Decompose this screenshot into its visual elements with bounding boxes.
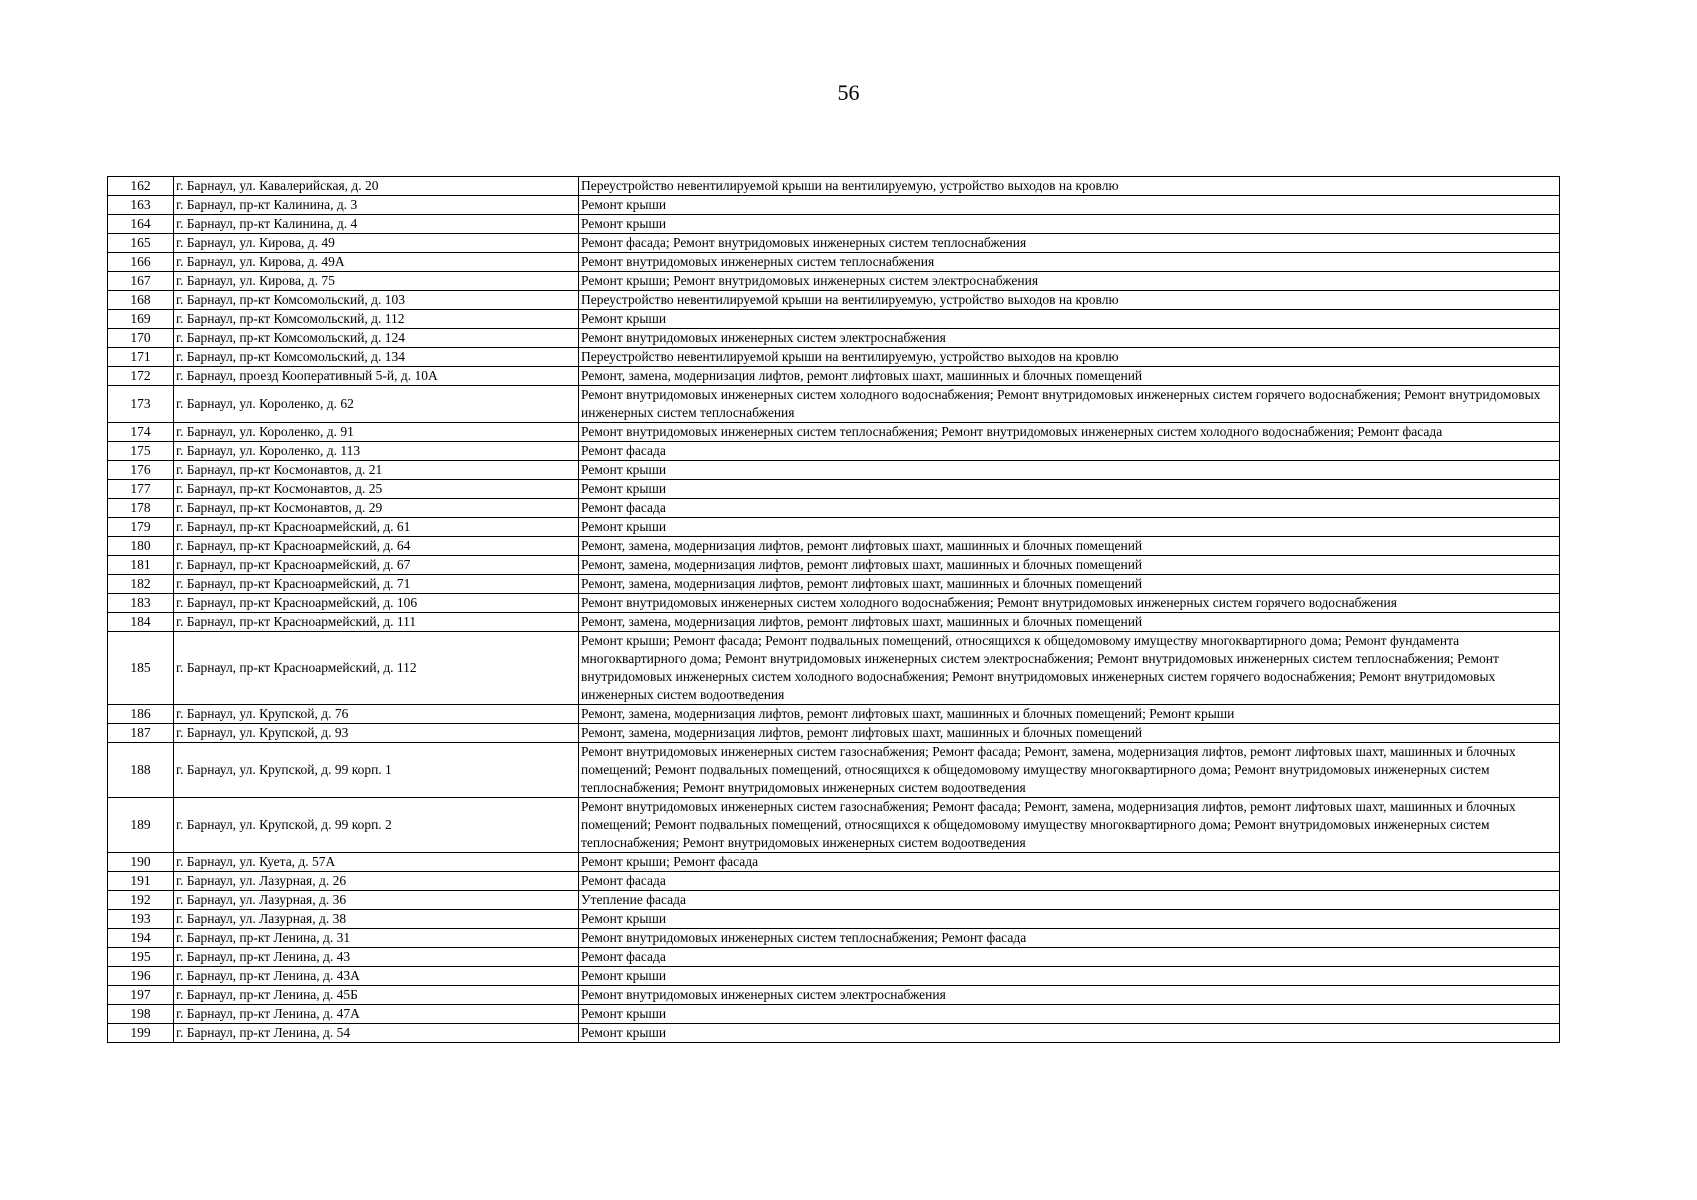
works-cell: Ремонт крыши; Ремонт внутридомовых инженерных систем электроснабжения	[579, 272, 1560, 291]
row-number-cell: 199	[108, 1024, 174, 1043]
row-number-cell: 163	[108, 196, 174, 215]
table-row	[108, 929, 1560, 948]
row-number-cell: 176	[108, 461, 174, 480]
address-cell: г. Барнаул, пр-кт Красноармейский, д. 67	[174, 556, 579, 575]
table-row	[108, 291, 1560, 310]
table-row	[108, 537, 1560, 556]
table-row	[108, 556, 1560, 575]
address-cell: г. Барнаул, пр-кт Красноармейский, д. 106	[174, 594, 579, 613]
address-cell: г. Барнаул, ул. Крупской, д. 99 корп. 1	[174, 743, 579, 798]
address-cell: г. Барнаул, ул. Короленко, д. 91	[174, 423, 579, 442]
row-number-cell: 175	[108, 442, 174, 461]
address-cell: г. Барнаул, пр-кт Красноармейский, д. 111	[174, 613, 579, 632]
table-row	[108, 310, 1560, 329]
row-number-cell: 167	[108, 272, 174, 291]
row-number-cell: 188	[108, 743, 174, 798]
works-cell: Ремонт фасада; Ремонт внутридомовых инженерных систем теплоснабжения	[579, 234, 1560, 253]
table-row	[108, 891, 1560, 910]
table-row	[108, 518, 1560, 537]
address-cell: г. Барнаул, проезд Кооперативный 5-й, д. 10А	[174, 367, 579, 386]
address-cell: г. Барнаул, пр-кт Ленина, д. 45Б	[174, 986, 579, 1005]
table-row	[108, 329, 1560, 348]
works-cell: Ремонт крыши; Ремонт фасада	[579, 853, 1560, 872]
address-cell: г. Барнаул, ул. Кирова, д. 75	[174, 272, 579, 291]
address-cell: г. Барнаул, ул. Кирова, д. 49	[174, 234, 579, 253]
table-row	[108, 348, 1560, 367]
table-row	[108, 253, 1560, 272]
works-cell: Ремонт внутридомовых инженерных систем электроснабжения	[579, 986, 1560, 1005]
address-cell: г. Барнаул, пр-кт Красноармейский, д. 61	[174, 518, 579, 537]
row-number-cell: 172	[108, 367, 174, 386]
table-row	[108, 196, 1560, 215]
works-cell: Ремонт, замена, модернизация лифтов, ремонт лифтовых шахт, машинных и блочных помещений	[579, 537, 1560, 556]
works-cell: Ремонт, замена, модернизация лифтов, ремонт лифтовых шахт, машинных и блочных помещений; Ремонт крыши	[579, 705, 1560, 724]
table-row	[108, 967, 1560, 986]
works-cell: Ремонт внутридомовых инженерных систем теплоснабжения; Ремонт фасада	[579, 929, 1560, 948]
row-number-cell: 197	[108, 986, 174, 1005]
works-cell: Ремонт внутридомовых инженерных систем электроснабжения	[579, 329, 1560, 348]
row-number-cell: 185	[108, 632, 174, 705]
works-cell: Ремонт, замена, модернизация лифтов, ремонт лифтовых шахт, машинных и блочных помещений	[579, 575, 1560, 594]
works-cell: Ремонт внутридомовых инженерных систем холодного водоснабжения; Ремонт внутридомовых инженерных систем горячего водоснабжения	[579, 594, 1560, 613]
table-row	[108, 234, 1560, 253]
row-number-cell: 179	[108, 518, 174, 537]
works-cell: Ремонт крыши	[579, 215, 1560, 234]
row-number-cell: 173	[108, 386, 174, 423]
address-cell: г. Барнаул, ул. Лазурная, д. 36	[174, 891, 579, 910]
address-cell: г. Барнаул, пр-кт Ленина, д. 43	[174, 948, 579, 967]
works-cell: Ремонт внутридомовых инженерных систем холодного водоснабжения; Ремонт внутридомовых инженерных систем горячего водоснабжения; Ремонт внутридомовых инженерных систем теплоснабжения	[579, 386, 1560, 423]
row-number-cell: 189	[108, 798, 174, 853]
works-cell: Ремонт, замена, модернизация лифтов, ремонт лифтовых шахт, машинных и блочных помещений	[579, 556, 1560, 575]
table-row	[108, 948, 1560, 967]
address-cell: г. Барнаул, пр-кт Космонавтов, д. 29	[174, 499, 579, 518]
row-number-cell: 166	[108, 253, 174, 272]
table-row	[108, 423, 1560, 442]
table-row	[108, 632, 1560, 705]
table-row	[108, 499, 1560, 518]
address-cell: г. Барнаул, пр-кт Калинина, д. 4	[174, 215, 579, 234]
works-cell: Переустройство невентилируемой крыши на вентилируемую, устройство выходов на кровлю	[579, 291, 1560, 310]
address-cell: г. Барнаул, пр-кт Ленина, д. 31	[174, 929, 579, 948]
address-cell: г. Барнаул, ул. Короленко, д. 113	[174, 442, 579, 461]
works-cell: Переустройство невентилируемой крыши на вентилируемую, устройство выходов на кровлю	[579, 348, 1560, 367]
table-row	[108, 986, 1560, 1005]
works-cell: Ремонт, замена, модернизация лифтов, ремонт лифтовых шахт, машинных и блочных помещений	[579, 613, 1560, 632]
address-cell: г. Барнаул, пр-кт Красноармейский, д. 112	[174, 632, 579, 705]
table-row	[108, 872, 1560, 891]
row-number-cell: 194	[108, 929, 174, 948]
row-number-cell: 195	[108, 948, 174, 967]
table-row	[108, 724, 1560, 743]
works-cell: Ремонт фасада	[579, 948, 1560, 967]
row-number-cell: 171	[108, 348, 174, 367]
works-cell: Ремонт крыши	[579, 1005, 1560, 1024]
table-row	[108, 272, 1560, 291]
row-number-cell: 184	[108, 613, 174, 632]
row-number-cell: 196	[108, 967, 174, 986]
works-cell: Ремонт крыши; Ремонт фасада; Ремонт подвальных помещений, относящихся к общедомовому имуществу многоквартирного дома; Ремонт фундамента многоквартирного дома; Ремонт внутридомовых инженерных систем электроснабжения; Ремонт внутридомовых инженерных систем теплоснабжения; Ремонт внутридомовых инженерных систем холодного водоснабжения; Ремонт внутридомовых инженерных систем горячего водоснабжения; Ремонт внутридомовых инженерных систем водоотведения	[579, 632, 1560, 705]
address-cell: г. Барнаул, ул. Кавалерийская, д. 20	[174, 177, 579, 196]
row-number-cell: 164	[108, 215, 174, 234]
address-cell: г. Барнаул, ул. Лазурная, д. 38	[174, 910, 579, 929]
address-cell: г. Барнаул, пр-кт Космонавтов, д. 25	[174, 480, 579, 499]
works-cell: Ремонт фасада	[579, 872, 1560, 891]
row-number-cell: 198	[108, 1005, 174, 1024]
works-cell: Ремонт крыши	[579, 518, 1560, 537]
row-number-cell: 178	[108, 499, 174, 518]
address-cell: г. Барнаул, пр-кт Калинина, д. 3	[174, 196, 579, 215]
row-number-cell: 177	[108, 480, 174, 499]
works-cell: Ремонт крыши	[579, 461, 1560, 480]
page-number: 56	[837, 80, 860, 105]
row-number-cell: 162	[108, 177, 174, 196]
works-cell: Ремонт крыши	[579, 1024, 1560, 1043]
address-cell: г. Барнаул, пр-кт Ленина, д. 43А	[174, 967, 579, 986]
address-cell: г. Барнаул, ул. Крупской, д. 93	[174, 724, 579, 743]
row-number-cell: 165	[108, 234, 174, 253]
table-row	[108, 594, 1560, 613]
works-cell: Ремонт крыши	[579, 196, 1560, 215]
table-row	[108, 613, 1560, 632]
table-row	[108, 910, 1560, 929]
address-cell: г. Барнаул, ул. Крупской, д. 76	[174, 705, 579, 724]
row-number-cell: 169	[108, 310, 174, 329]
table-row	[108, 743, 1560, 798]
table-row	[108, 705, 1560, 724]
works-cell: Ремонт внутридомовых инженерных систем газоснабжения; Ремонт фасада; Ремонт, замена, модернизация лифтов, ремонт лифтовых шахт, машинных и блочных помещений; Ремонт подвальных помещений, относящихся к общедомовому имуществу многоквартирного дома; Ремонт внутридомовых инженерных систем теплоснабжения; Ремонт внутридомовых инженерных систем водоотведения	[579, 798, 1560, 853]
table-row	[108, 215, 1560, 234]
row-number-cell: 170	[108, 329, 174, 348]
works-cell: Ремонт крыши	[579, 480, 1560, 499]
row-number-cell: 191	[108, 872, 174, 891]
table-row	[108, 367, 1560, 386]
address-cell: г. Барнаул, пр-кт Комсомольский, д. 112	[174, 310, 579, 329]
row-number-cell: 180	[108, 537, 174, 556]
address-cell: г. Барнаул, пр-кт Космонавтов, д. 21	[174, 461, 579, 480]
row-number-cell: 187	[108, 724, 174, 743]
address-cell: г. Барнаул, пр-кт Ленина, д. 54	[174, 1024, 579, 1043]
row-number-cell: 192	[108, 891, 174, 910]
works-cell: Ремонт внутридомовых инженерных систем газоснабжения; Ремонт фасада; Ремонт, замена, модернизация лифтов, ремонт лифтовых шахт, машинных и блочных помещений; Ремонт подвальных помещений, относящихся к общедомовому имуществу многоквартирного дома; Ремонт внутридомовых инженерных систем теплоснабжения; Ремонт внутридомовых инженерных систем водоотведения	[579, 743, 1560, 798]
address-cell: г. Барнаул, ул. Куета, д. 57А	[174, 853, 579, 872]
table-row	[108, 177, 1560, 196]
table-row	[108, 798, 1560, 853]
row-number-cell: 181	[108, 556, 174, 575]
works-cell: Ремонт внутридомовых инженерных систем теплоснабжения; Ремонт внутридомовых инженерных систем холодного водоснабжения; Ремонт фасада	[579, 423, 1560, 442]
works-cell: Ремонт внутридомовых инженерных систем теплоснабжения	[579, 253, 1560, 272]
table-row	[108, 575, 1560, 594]
row-number-cell: 186	[108, 705, 174, 724]
works-cell: Ремонт фасада	[579, 442, 1560, 461]
works-cell: Переустройство невентилируемой крыши на вентилируемую, устройство выходов на кровлю	[579, 177, 1560, 196]
address-cell: г. Барнаул, пр-кт Комсомольский, д. 124	[174, 329, 579, 348]
works-cell: Ремонт крыши	[579, 310, 1560, 329]
table-row	[108, 461, 1560, 480]
table-row	[108, 1024, 1560, 1043]
table-row	[108, 1005, 1560, 1024]
address-cell: г. Барнаул, пр-кт Комсомольский, д. 103	[174, 291, 579, 310]
row-number-cell: 183	[108, 594, 174, 613]
works-cell: Ремонт, замена, модернизация лифтов, ремонт лифтовых шахт, машинных и блочных помещений	[579, 724, 1560, 743]
address-cell: г. Барнаул, ул. Короленко, д. 62	[174, 386, 579, 423]
row-number-cell: 190	[108, 853, 174, 872]
row-number-cell: 182	[108, 575, 174, 594]
row-number-cell: 168	[108, 291, 174, 310]
address-cell: г. Барнаул, ул. Лазурная, д. 26	[174, 872, 579, 891]
address-cell: г. Барнаул, пр-кт Красноармейский, д. 71	[174, 575, 579, 594]
address-cell: г. Барнаул, пр-кт Красноармейский, д. 64	[174, 537, 579, 556]
registry-table	[107, 176, 1560, 1043]
row-number-cell: 174	[108, 423, 174, 442]
works-cell: Ремонт крыши	[579, 910, 1560, 929]
works-cell: Ремонт, замена, модернизация лифтов, ремонт лифтовых шахт, машинных и блочных помещений	[579, 367, 1560, 386]
table-body	[108, 177, 1560, 1043]
address-cell: г. Барнаул, пр-кт Комсомольский, д. 134	[174, 348, 579, 367]
table-row	[108, 853, 1560, 872]
address-cell: г. Барнаул, ул. Кирова, д. 49А	[174, 253, 579, 272]
table-row	[108, 480, 1560, 499]
address-cell: г. Барнаул, ул. Крупской, д. 99 корп. 2	[174, 798, 579, 853]
table-row	[108, 442, 1560, 461]
works-cell: Утепление фасада	[579, 891, 1560, 910]
works-cell: Ремонт крыши	[579, 967, 1560, 986]
address-cell: г. Барнаул, пр-кт Ленина, д. 47А	[174, 1005, 579, 1024]
works-cell: Ремонт фасада	[579, 499, 1560, 518]
table-row	[108, 386, 1560, 423]
row-number-cell: 193	[108, 910, 174, 929]
